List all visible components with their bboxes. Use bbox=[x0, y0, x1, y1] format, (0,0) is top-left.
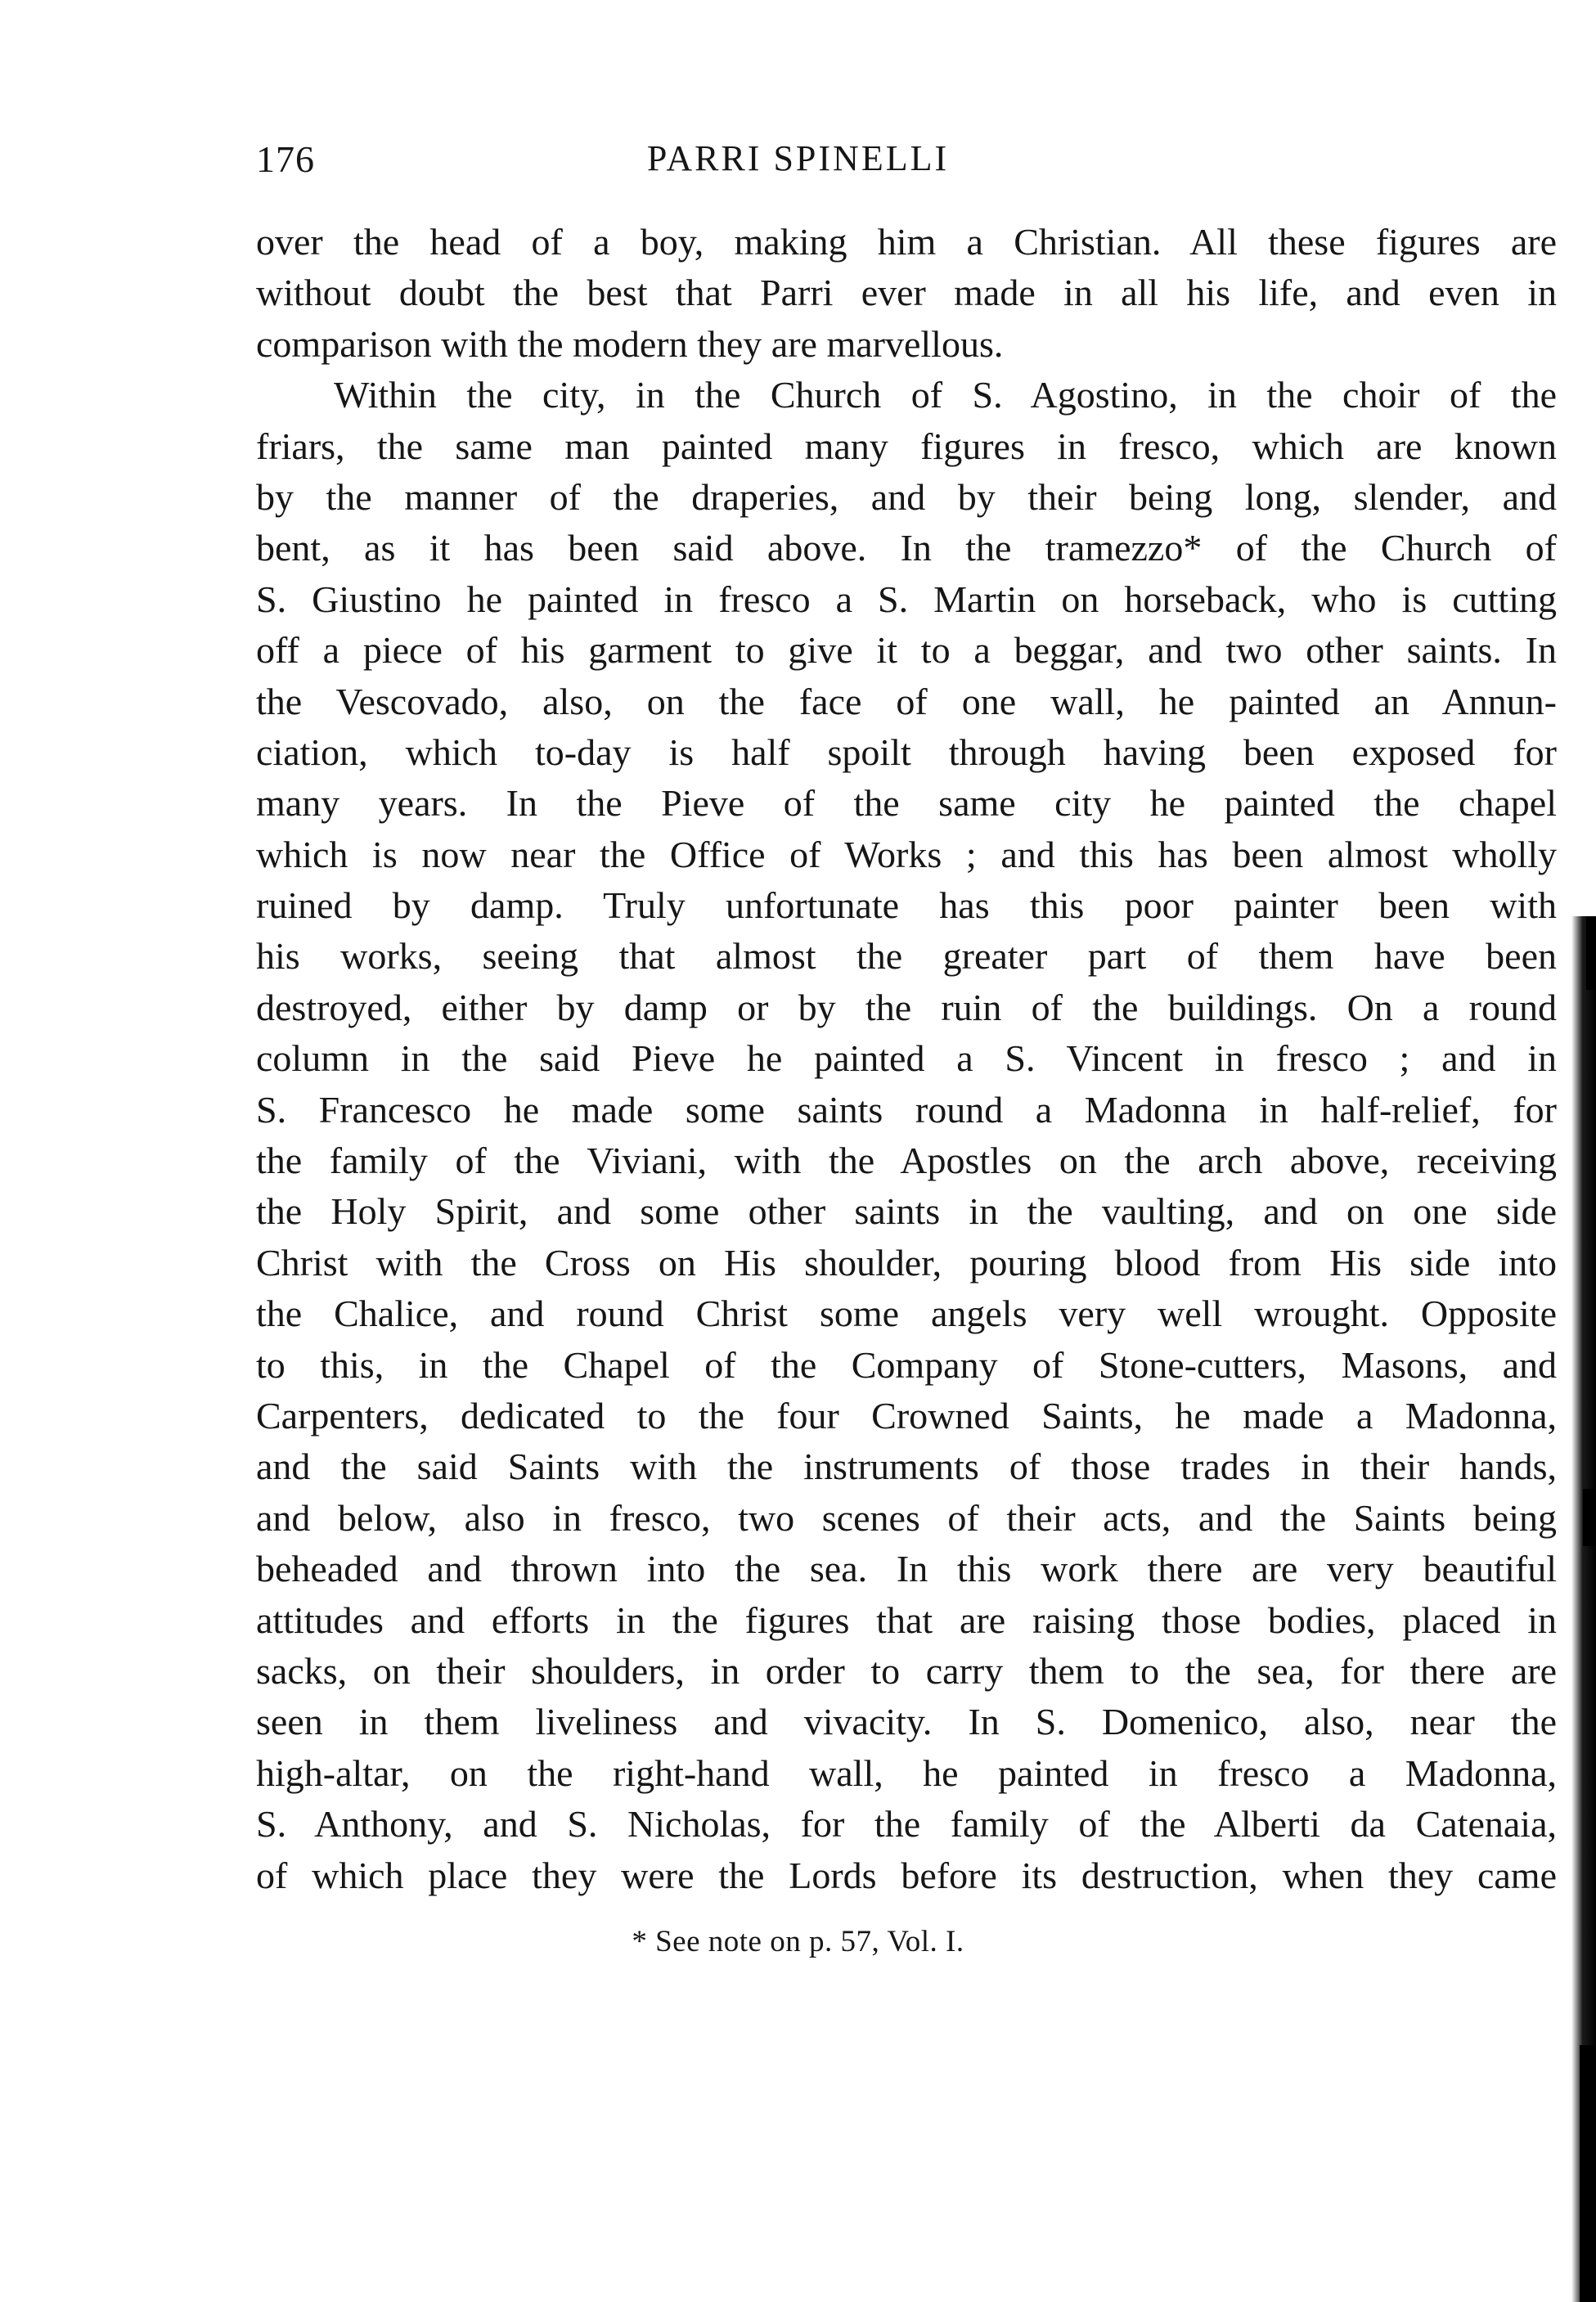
text-line: ruined by damp. Truly unfortunate has this poor painter been with bbox=[256, 884, 1557, 927]
paragraph bbox=[256, 217, 1557, 370]
text-line: friars, the same man painted many figures in fresco, which are known bbox=[256, 425, 1557, 467]
text-line: S. Anthony, and S. Nicholas, for the family of the Alberti da Catenaia, bbox=[256, 1803, 1557, 1846]
text-line: of which place they were the Lords before its destruction, when they came bbox=[256, 1854, 1557, 1896]
page-edge-notch bbox=[1583, 1489, 1596, 1546]
running-head: PARRI SPINELLI bbox=[646, 138, 950, 178]
text-line: seen in them liveliness and vivacity. In S. Domenico, also, near the bbox=[256, 1701, 1557, 1743]
text-line: S. Giustino he painted in fresco a S. Martin on horseback, who is cutting bbox=[256, 578, 1557, 620]
text-line: comparison with the modern they are marvellous. bbox=[256, 322, 1004, 365]
text-line: sacks, on their shoulders, in order to carry them to the sea, for there are bbox=[256, 1649, 1557, 1692]
footnote: * See note on p. 57, Vol. I. bbox=[632, 1925, 964, 1958]
text-line: which is now near the Office of Works ; and this has been almost wholly bbox=[256, 833, 1557, 875]
page-number: 176 bbox=[256, 138, 315, 180]
text-line: column in the said Pieve he painted a S. Vincent in fresco ; and in bbox=[256, 1037, 1557, 1080]
text-line: Christ with the Cross on His shoulder, pouring blood from His side into bbox=[256, 1241, 1557, 1284]
body-text bbox=[256, 217, 1557, 2003]
paragraph bbox=[256, 370, 1557, 2003]
page-edge-notch bbox=[1586, 916, 1596, 990]
text-line bbox=[256, 1952, 1557, 2003]
text-line: attitudes and efforts in the figures that are raising those bodies, placed in bbox=[256, 1598, 1557, 1641]
text-line: high-altar, on the right-hand wall, he painted in fresco a Madonna, bbox=[256, 1751, 1557, 1794]
text-line: his works, seeing that almost the greater part of them have been bbox=[256, 935, 1557, 978]
text-line: off a piece of his garment to give it to a beggar, and two other saints. In bbox=[256, 629, 1557, 672]
text-line: by the manner of the draperies, and by their being long, slender, and bbox=[256, 475, 1557, 518]
text-line: over the head of a boy, making him a Christian. All these figures are bbox=[256, 221, 1557, 263]
text-line: bent, as it has been said above. In the tramezzo* of the Church of bbox=[256, 527, 1557, 569]
text-line: to this, in the Chapel of the Company of Stone-cutters, Masons, and bbox=[256, 1343, 1557, 1386]
text-line: Within the city, in the Church of S. Agostino, in the choir of the bbox=[334, 374, 1557, 416]
text-line: the Chalice, and round Christ some angels very well wrought. Opposite bbox=[256, 1293, 1557, 1335]
text-line: many years. In the Pieve of the same city he painted the chapel bbox=[256, 782, 1557, 825]
text-line: and the said Saints with the instruments of those trades in their hands, bbox=[256, 1445, 1557, 1488]
text-line: the Vescovado, also, on the face of one wall, he painted an Annun- bbox=[256, 680, 1557, 722]
text-line: ciation, which to-day is half spoilt through having been exposed for bbox=[256, 731, 1557, 773]
text-line: S. Francesco he made some saints round a Madonna in half-relief, for bbox=[256, 1088, 1557, 1131]
text-line: beheaded and thrown into the sea. In this work there are very beautiful bbox=[256, 1548, 1557, 1590]
text-line: and below, also in fresco, two scenes of their acts, and the Saints being bbox=[256, 1496, 1557, 1539]
text-line: the family of the Viviani, with the Apostles on the arch above, receiving bbox=[256, 1140, 1557, 1182]
text-line: without doubt the best that Parri ever made in all his life, and even in bbox=[256, 272, 1557, 314]
text-line: Carpenters, dedicated to the four Crowned Saints, he made a Madonna, bbox=[256, 1394, 1557, 1437]
text-line: the Holy Spirit, and some other saints in the vaulting, and on one side bbox=[256, 1190, 1557, 1233]
text-line: destroyed, either by damp or by the ruin of the buildings. On a round bbox=[256, 986, 1557, 1028]
page-edge-notch bbox=[1580, 2045, 1596, 2302]
